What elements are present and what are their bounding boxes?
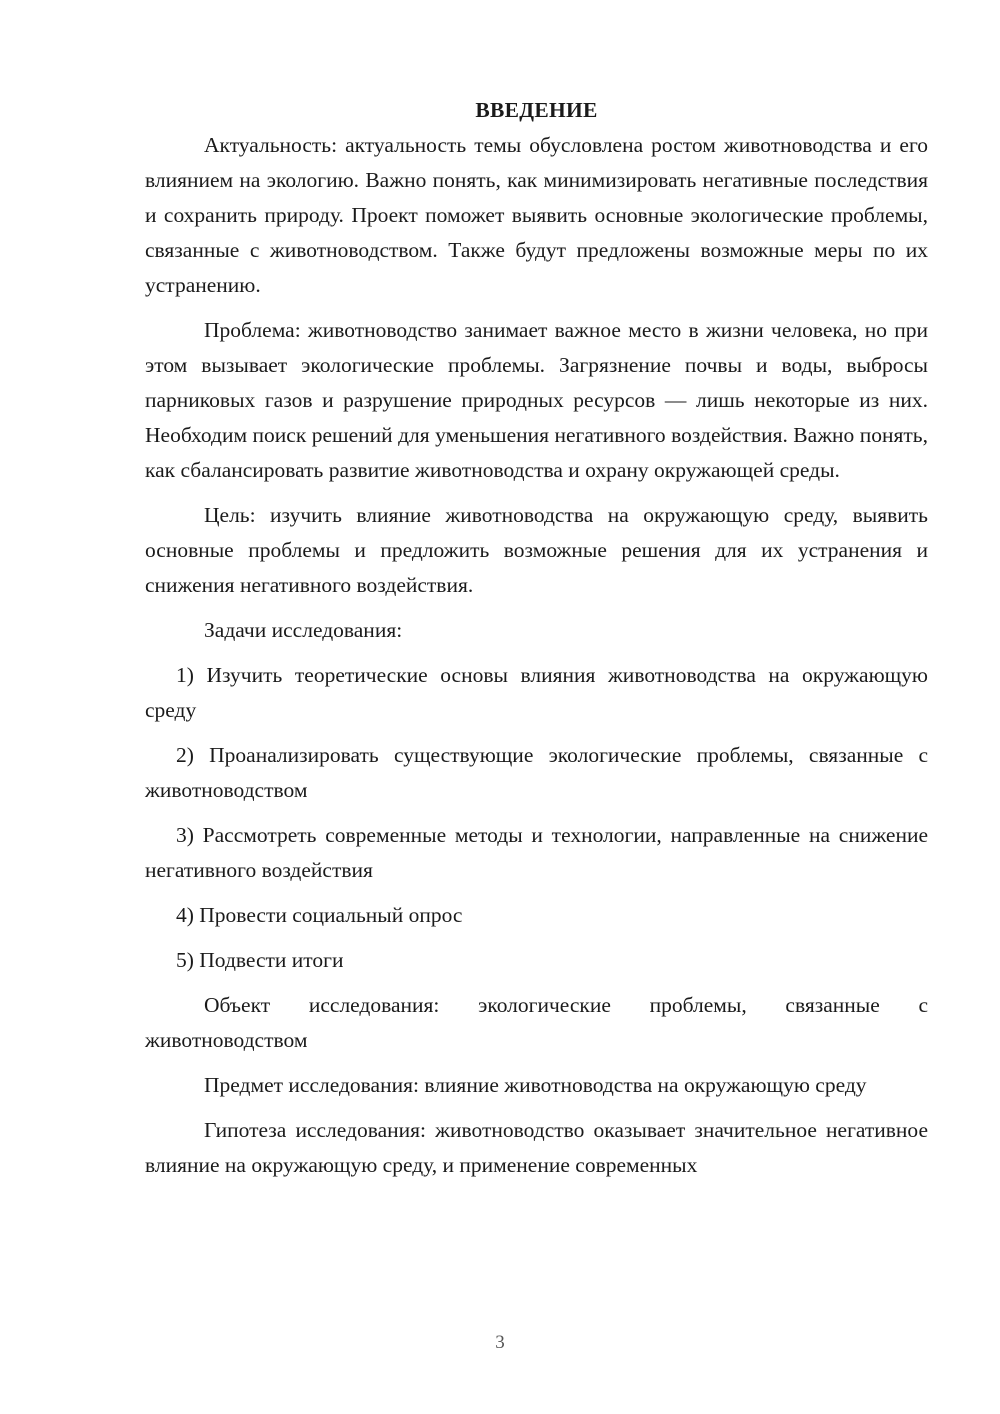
relevance-paragraph: Актуальность: актуальность темы обусловлена ростом животноводства и его влиянием на экологию. Важно понять, как минимизировать негативные последствия и сохранить природу. Проект поможет выявить основные экологические проблемы, связанные с животноводством. Также будут предложены возможные меры по их устранению. xyxy=(145,133,928,297)
page-number: 3 xyxy=(495,1332,505,1353)
goal-paragraph: Цель: изучить влияние животноводства на окружающую среду, выявить основные проблемы и предложить возможные решения для их устранения и снижения негативного воздействия. xyxy=(145,503,928,597)
list-item: 1) Изучить теоретические основы влияния животноводства на окружающую среду xyxy=(145,663,928,722)
list-item: 3) Рассмотреть современные методы и технологии, направленные на снижение негативного воздействия xyxy=(145,823,928,882)
page-content xyxy=(145,93,928,1193)
problem-paragraph: Проблема: животноводство занимает важное место в жизни человека, но при этом вызывает экологические проблемы. Загрязнение почвы и воды, выбросы парниковых газов и разрушение природных ресурсов — лишь некоторые из них. Необходим поиск решений для уменьшения негативного воздействия. Важно понять, как сбалансировать развитие животноводства и охрану окружающей среды. xyxy=(145,318,928,482)
subject-paragraph: Предмет исследования: влияние животноводства на окружающую среду xyxy=(204,1073,867,1097)
section-heading: ВВЕДЕНИЕ xyxy=(475,98,598,122)
tasks-list xyxy=(145,658,928,978)
tasks-title: Задачи исследования: xyxy=(204,618,403,642)
list-item: 5) Подвести итоги xyxy=(176,948,344,972)
object-paragraph: Объект исследования: экологические проблемы, связанные с животноводством xyxy=(145,993,928,1052)
hypothesis-paragraph: Гипотеза исследования: животноводство оказывает значительное негативное влияние на окружающую среду, и применение современных xyxy=(145,1118,928,1177)
list-item: 2) Проанализировать существующие экологические проблемы, связанные с животноводством xyxy=(145,743,928,802)
list-item: 4) Провести социальный опрос xyxy=(176,903,463,927)
